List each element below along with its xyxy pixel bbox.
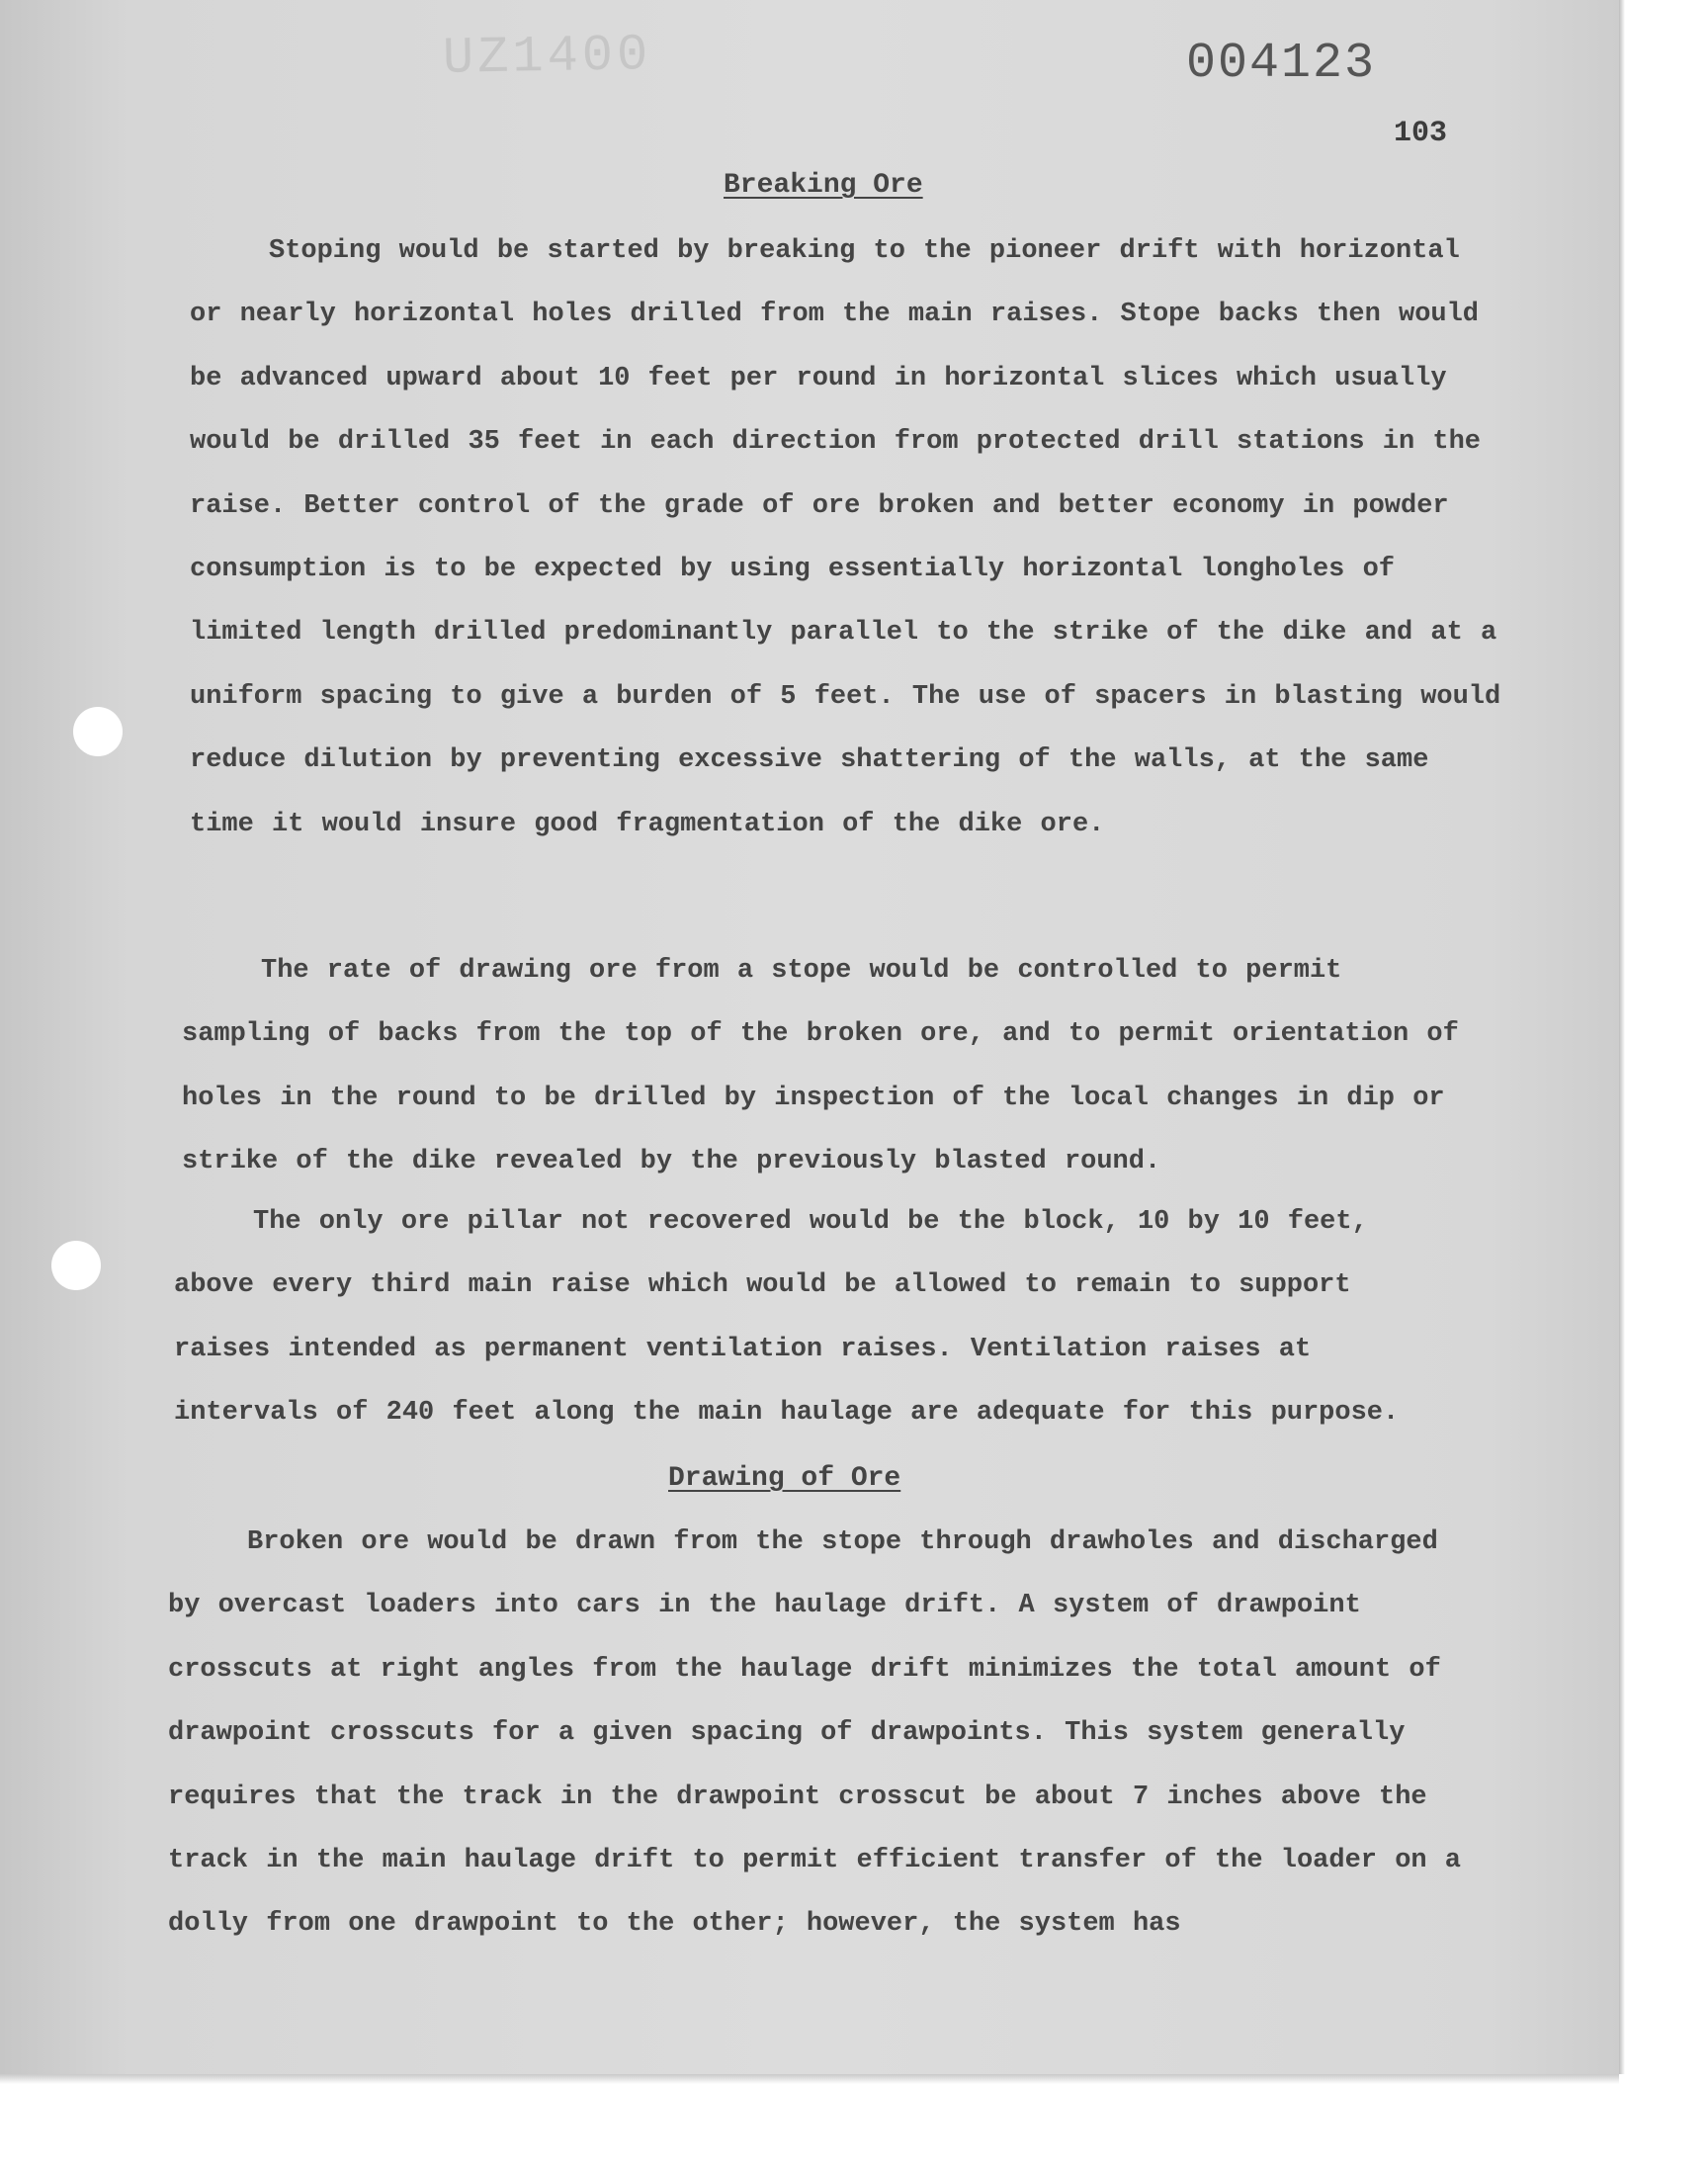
paragraph: Broken ore would be drawn from the stope through drawholes and discharged by overcast loaders into cars in the haulage drift. A system of drawpoint crosscuts at right angles from the haulage drift minimizes the total amount of drawpoint crosscuts for a given spacing of drawpoints. This system generally requires that the track in the drawpoint crosscut be about 7 inches above the track in the main haulage drift to permit efficient transfer of the loader on a dolly from one drawpoint to the other; however, the system has — [168, 1527, 1462, 1940]
faded-stamp-number: UZ1400 — [442, 26, 652, 88]
section-heading-drawing-of-ore: Drawing of Ore — [668, 1463, 901, 1494]
paragraph: Stoping would be started by breaking to the pioneer drift with horizontal or nearly horizontal holes drilled from the main raises. Stope backs then would be advanced upward about 10 feet per round in horizontal slices which usually would be drilled 35 feet in each direction from protected drill stations in the raise. Better control of the grade of ore broken and better economy in powder consumption is to be expected by using essentially horizontal longholes of limited length drilled predominantly parallel to the strike of the dike and at a uniform spacing to give a burden of 5 feet. The use of spacers in blasting would reduce dilution by preventing excessive shattering of the walls, at the same time it would insure good fragmentation of the dike ore. — [190, 236, 1501, 839]
paragraph: The only ore pillar not recovered would be the block, 10 by 10 feet, above every third main raise which would be allowed to remain to support raises intended as permanent ventilation raises. Ventilation raises at intervals of 240 feet along the main haulage are adequate for this purpose. — [174, 1207, 1400, 1429]
page-number: 103 — [1394, 117, 1448, 150]
page-bottom-shadow — [0, 2074, 1619, 2084]
punch-hole — [51, 1241, 101, 1290]
paragraph: The rate of drawing ore from a stope would be controlled to permit sampling of backs from the top of the broken ore, and to permit orientation of holes in the round to be drilled by inspection of the local changes in dip or strike of the dike revealed by the previously blasted round. — [182, 956, 1459, 1177]
document-number: 004123 — [1186, 36, 1377, 92]
punch-hole — [73, 707, 123, 756]
section-heading-breaking-ore: Breaking Ore — [724, 170, 923, 201]
page-edge-shadow — [1619, 0, 1625, 2074]
